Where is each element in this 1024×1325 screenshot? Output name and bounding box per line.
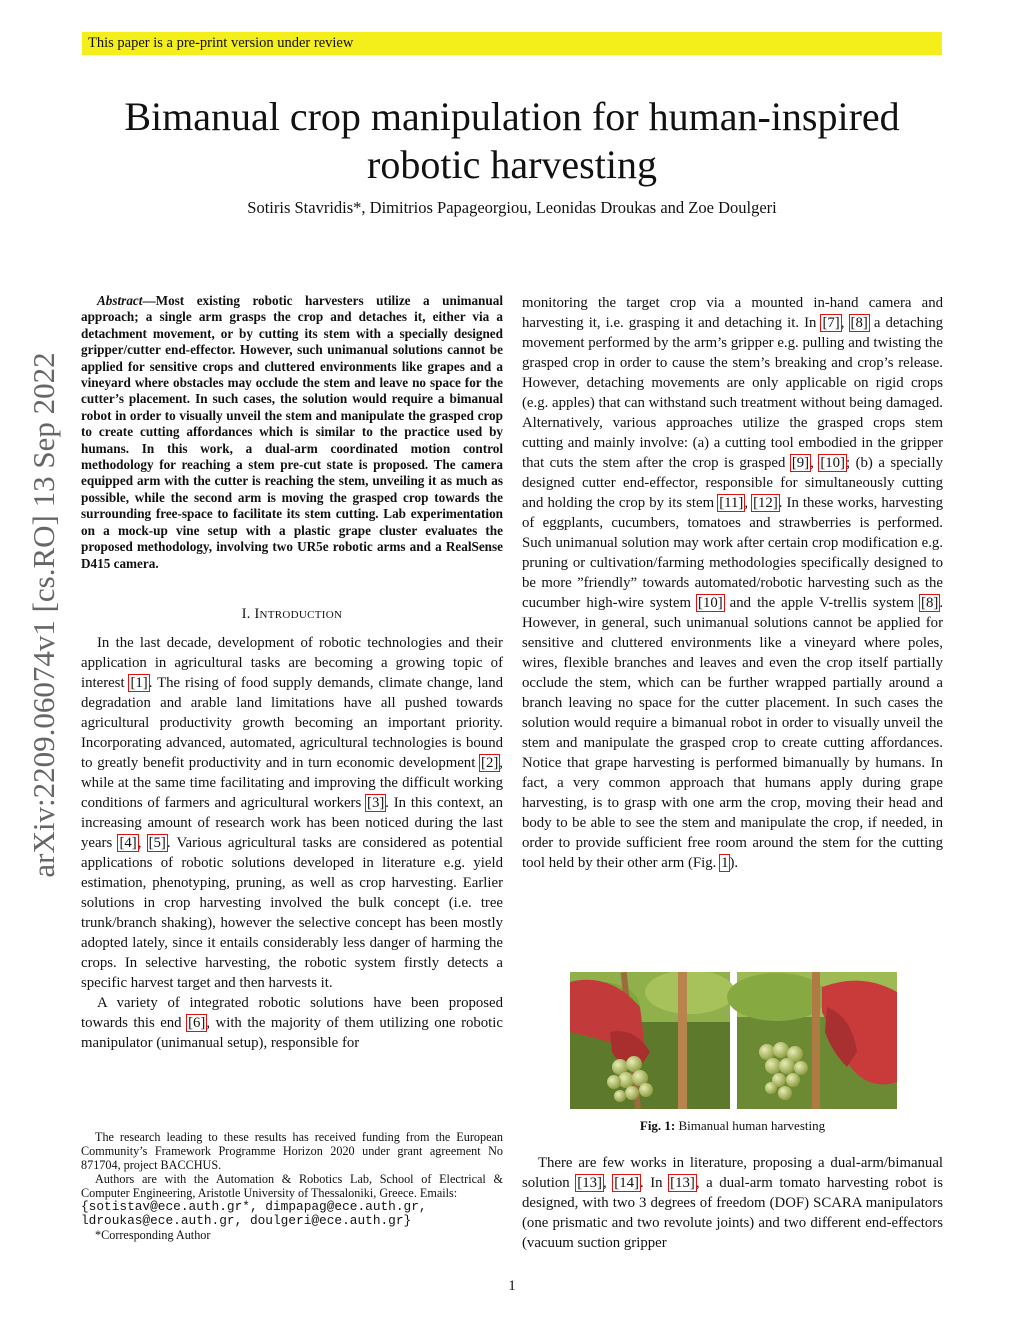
left-column — [81, 293, 503, 1053]
citation-link[interactable]: [5] — [148, 834, 166, 851]
paper-title: Bimanual crop manipulation for human-inspired robotic harvesting — [124, 94, 900, 187]
citation-link[interactable]: [13] — [577, 1175, 602, 1191]
paragraph-text: , with the majority of them utilizing one robotic manipulator (unimanual setup), responsible for — [81, 1014, 503, 1051]
right-column — [522, 293, 943, 873]
paragraph-text: , while at the same time facilitating and improving the difficult working conditions of farmers and agricultural workers — [81, 754, 503, 811]
figure-label: Fig. 1: — [639, 1118, 676, 1133]
citation-link[interactable]: [11] — [719, 495, 744, 511]
citation-link[interactable]: [10] — [698, 595, 723, 611]
citation-link[interactable]: [4] — [119, 834, 137, 851]
paragraph-text: There are few works in literature, proposing a dual-arm/bimanual solution — [522, 1155, 943, 1191]
abstract-label: Abstract — [97, 293, 143, 308]
paragraph-text: . The rising of food supply demands, climate change, land degradation and arable land limitations have all pushed towards agricultural productivity growth becoming an important priority. Incorporating advanced, automated, agricultural technologies is bound to greatly benefit productivity and in turn economic development — [81, 674, 503, 771]
figure-caption-text: Bimanual human harvesting — [678, 1118, 826, 1133]
citation-link[interactable]: [8] — [921, 595, 939, 611]
photo-left-hand-grasping-grapes — [570, 972, 735, 1109]
paragraph-text: . Various agricultural tasks are considered as potential applications of robotic solutions developed in literature e.g. yield estimation, phenotyping, pruning, as well as crop harvesting. Earlier solutions in crop harvesting involved the bulk concept (i.e. tree trunk/branch shaking), however the selective concept has been mostly adopted lately, since it entails considerably less danger of harming the crops. In selective harvesting, the robotic system firstly detects a specific harvest target and then harvests it. — [81, 834, 503, 991]
citation-link[interactable]: 1 — [721, 855, 729, 871]
footnote-corresponding: *Corresponding Author — [95, 1228, 211, 1242]
paragraph-text: ). — [729, 855, 739, 871]
footnote-funding: The research leading to these results has received funding from the European Community’s Framework Programme Horizon 2020 under grant agreement No 871704, project BACCHUS. — [81, 1130, 503, 1172]
figure-bimanual-harvesting-photos — [570, 972, 897, 1109]
photo-right-hand-cutting-stem — [727, 972, 897, 1109]
paragraph-text: , — [744, 495, 753, 511]
citation-link[interactable]: [9] — [791, 455, 810, 471]
section-title — [254, 606, 342, 622]
citation-link[interactable]: [12] — [753, 495, 778, 511]
footnote-emails-line-1: {sotistav@ece.auth.gr*, dimpapag@ece.auth.gr, — [81, 1199, 427, 1214]
paragraph-text: . In — [639, 1175, 670, 1191]
paragraph-text: , — [602, 1175, 614, 1191]
citation-link[interactable]: [3] — [367, 794, 385, 811]
intro-paragraph-2 — [81, 993, 503, 1053]
right-column-lower — [522, 1153, 943, 1253]
paragraph-text: , — [840, 315, 850, 331]
citation-link[interactable]: [8] — [850, 315, 868, 331]
paragraph-text: . In these works, harvesting of eggplants, cucumbers, tomatoes and strawberries is performed. Such unimanual solution may work after certain crop modification e.g. pruning or cultivation/farming methodologies specifically designed to be more ”friendly” towards automated/robotic harvesting such as the cucumber high-wire system — [522, 495, 943, 611]
paragraph-text: a detaching movement performed by the arm’s gripper e.g. pulling and twisting the grasped crop in order to cause the stem’s breaking and crop’s release. However, detaching movements are only applicable on rigid crops (e.g. apples) that can withstand such treatment without being damaged. Alternatively, various approaches utilize the grasped crops stem cutting and mainly involve: (a) a cutting tool embodied in the gripper that cuts the stem after the crop is grasped — [522, 315, 943, 471]
footnote-emails-line-2: ldroukas@ece.auth.gr, doulgeri@ece.auth.gr} — [81, 1213, 412, 1228]
paragraph-text: . However, in general, such unimanual solutions cannot be applied for sensitive and cluttered environments like a vineyard where poles, wires, flexible branches and leaves and even the crop itself partially occlude the stem, which can be further wrapped partially around a branch leaving no space for the cutter placement. In such cases the solution would require a bimanual robot in order to visually unveil the stem and manipulate the grasped crop to create cutting affordances. Notice that grape harvesting is performed bimanually by humans. In fact, a very common approach that humans apply during grape harvesting, is to grasp with one arm the crop, moving their head and body to be able to see the stem and manipulate the crop, if needed, in order to provide sufficient free room around the stem for the cutting tool held by their other arm (Fig. — [522, 595, 944, 871]
paragraph-text: ; (b) a specially designed cutter end-effector, responsible for simultaneously cutting and holding the crop by its stem — [522, 455, 943, 511]
preprint-banner: This paper is a pre-print version under review — [82, 32, 942, 55]
page-number: 1 — [508, 1278, 516, 1294]
paragraph-text: , — [810, 455, 820, 471]
citation-link[interactable]: [7] — [822, 315, 840, 331]
intro-paragraph-4 — [522, 1153, 943, 1253]
section-title-initial: I — [254, 605, 260, 622]
citation-link[interactable]: [10] — [820, 455, 845, 471]
section-heading-introduction — [81, 604, 503, 625]
abstract-text: —Most existing robotic harvesters utilize a unimanual approach; a single arm grasps the crop and detaches it, either via a detachment movement, or by cutting its stem with a specially designed gripper/cutter end-effector. However, such unimanual solutions cannot be applied for sensitive crops and cluttered environments like grapes and a vineyard where obstacles may occlude the stem and leave no space for the cutter’s placement. In such cases, the solution would require a bimanual robot in order to visually unveil the stem and manipulate the grasped crop to create cutting affordances which is similar to the practice used by humans. In this work, a dual-arm coordinated motion control methodology for reaching a stem pre-cut state is proposed. The camera equipped arm with the cutter is reaching the stem, unveiling it as much as possible, while the second arm is moving the grasped crop towards the surrounding free-space to facilitate its stem cutting. Lab experimentation on a mock-up vine setup with a plastic grape cluster evaluates the proposed methodology, involving two UR5e robotic arms and a RealSense D415 camera. — [81, 293, 503, 571]
paragraph-text: In the last decade, development of robotic technologies and their application in agricultural tasks are becoming a growing topic of interest — [81, 634, 503, 691]
citation-link[interactable]: [13] — [670, 1175, 695, 1191]
paragraph-text: and the apple V-trellis system — [723, 595, 921, 611]
abstract — [81, 293, 503, 572]
citation-link[interactable]: [1] — [130, 674, 148, 691]
citation-link[interactable]: [6] — [188, 1014, 206, 1031]
footnote-affiliation: Authors are with the Automation & Robotics Lab, School of Electrical & Computer Engineering, Aristotle University of Thessaloniki, Greece. Emails: — [81, 1172, 503, 1200]
citation-link[interactable]: [14] — [614, 1175, 639, 1191]
arxiv-sidebar-id[interactable]: arXiv:2209.06074v1 [cs.RO] 13 Sep 2022 — [26, 352, 61, 878]
footnotes — [81, 1130, 503, 1242]
figure-caption — [522, 1118, 943, 1134]
paragraph-text: . In this context, an increasing amount of research work has been noticed during the last years — [81, 794, 503, 851]
intro-paragraph-1 — [81, 633, 503, 993]
author-list: Sotiris Stavridis*, Dimitrios Papageorgiou, Leonidas Droukas and Zoe Doulgeri — [247, 198, 777, 217]
intro-paragraph-3 — [522, 293, 943, 873]
section-number: I. — [241, 605, 251, 622]
paragraph-text: , a dual-arm tomato harvesting robot is designed, with two 3 degrees of freedom (DOF) SCARA manipulators (one prismatic and two revolute joints) and two different end-effectors (vacuum suction gripper — [522, 1175, 943, 1251]
section-title-rest: NTRODUCTION — [259, 608, 343, 621]
paragraph-text: , — [137, 834, 148, 851]
citation-link[interactable]: [2] — [481, 754, 499, 771]
paragraph-text: A variety of integrated robotic solutions have been proposed towards this end — [81, 994, 503, 1031]
paragraph-text: monitoring the target crop via a mounted in-hand camera and harvesting it, i.e. grasping it and detaching it. In — [522, 295, 943, 331]
